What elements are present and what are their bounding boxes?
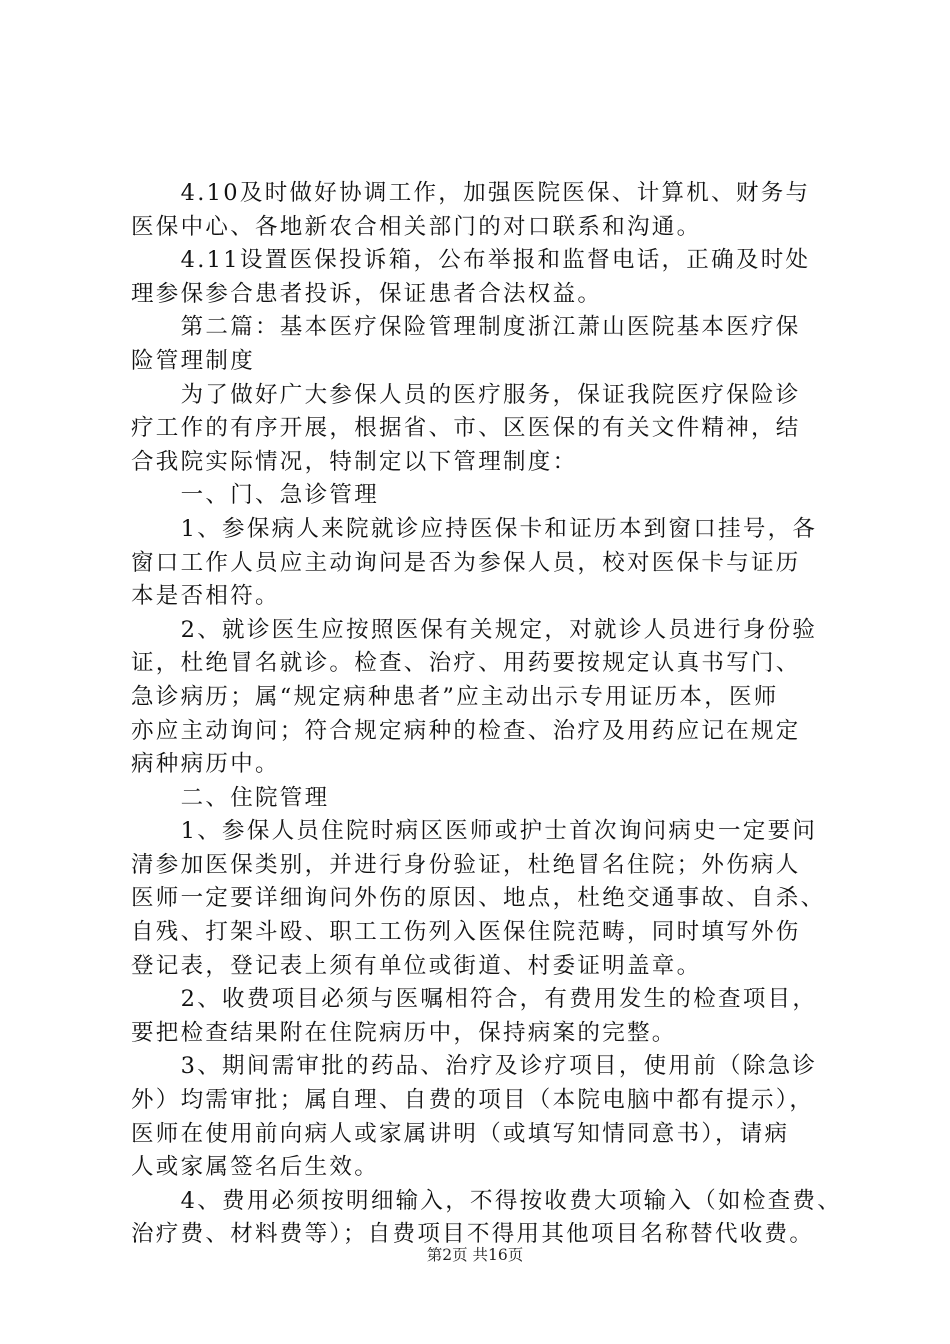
text-line: 清参加医保类别，并进行身份验证，杜绝冒名住院；外伤病人 — [131, 851, 801, 878]
page-number-footer: 第2页 共16页 — [426, 1246, 524, 1264]
text-line: 医师在使用前向病人或家属讲明（或填写知情同意书），请病 — [131, 1120, 790, 1147]
text-line: 急诊病历；属“规定病种患者”应主动出示专用证历本，医师 — [131, 683, 779, 710]
text-line: 1、参保病人来院就诊应持医保卡和证历本到窗口挂号，各 — [131, 515, 818, 542]
text-line: 2、收费项目必须与医嘱相符合，有费用发生的检查项目， — [131, 986, 818, 1013]
text-line: 4.11设置医保投诉箱，公布举报和监督电话，正确及时处 — [131, 247, 811, 274]
text-line: 3、期间需审批的药品、治疗及诊疗项目，使用前（除急诊 — [131, 1053, 818, 1080]
text-line: 医师一定要详细询问外伤的原因、地点，杜绝交通事故、自杀、 — [131, 885, 826, 912]
text-line: 自残、打架斗殴、职工工伤列入医保住院范畴，同时填写外伤 — [131, 919, 801, 946]
text-line: 登记表，登记表上须有单位或街道、村委证明盖章。 — [131, 952, 702, 979]
text-line: 外）均需审批；属自理、自费的项目（本院电脑中都有提示）， — [131, 1087, 815, 1114]
text-line: 1、参保人员住院时病区医师或护士首次询问病史一定要问 — [131, 818, 818, 845]
text-line: 合我院实际情况，特制定以下管理制度： — [131, 448, 578, 475]
text-line: 4.10及时做好协调工作，加强医院医保、计算机、财务与 — [131, 180, 811, 206]
subsection-heading: 一、门、急诊管理 — [131, 482, 380, 509]
section-heading-line: 第二篇：基本医疗保险管理制度浙江萧山医院基本医疗保 — [131, 314, 801, 341]
text-line: 医保中心、各地新农合相关部门的对口联系和沟通。 — [131, 213, 702, 240]
subsection-heading: 二、住院管理 — [131, 784, 330, 811]
section-heading-line: 险管理制度 — [131, 347, 256, 374]
text-line: 窗口工作人员应主动询问是否为参保人员，校对医保卡与证历 — [131, 549, 801, 576]
text-line: 人或家属签名后生效。 — [131, 1154, 380, 1181]
text-line: 亦应主动询问；符合规定病种的检查、治疗及用药应记在规定 — [131, 717, 801, 744]
text-line: 为了做好广大参保人员的医疗服务，保证我院医疗保险诊 — [131, 381, 801, 408]
text-line: 治疗费、材料费等）；自费项目不得用其他项目名称替代收费。 — [131, 1221, 815, 1248]
text-line: 理参保参合患者投诉，保证患者合法权益。 — [131, 280, 603, 307]
text-line: 疗工作的有序开展，根据省、市、区医保的有关文件精神，结 — [131, 415, 801, 442]
text-line: 4、费用必须按明细输入，不得按收费大项输入（如检查费、 — [131, 1187, 843, 1214]
text-line: 要把检查结果附在住院病历中，保持病案的完整。 — [131, 1019, 677, 1046]
text-line: 本是否相符。 — [131, 583, 280, 610]
text-line: 病种病历中。 — [131, 751, 280, 778]
text-line: 2、就诊医生应按照医保有关规定，对就诊人员进行身份验 — [131, 616, 818, 643]
text-line: 证，杜绝冒名就诊。检查、治疗、用药要按规定认真书写门、 — [131, 650, 801, 677]
document-body — [131, 177, 843, 1252]
